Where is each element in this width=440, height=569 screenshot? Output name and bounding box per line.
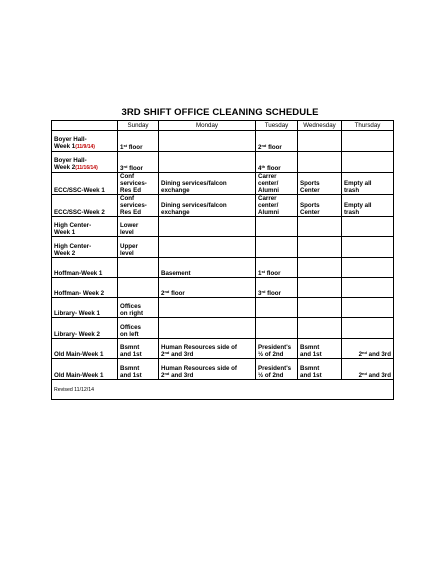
cell-wednesday	[298, 152, 342, 173]
cell-sunday: Lower level	[118, 217, 159, 237]
cell-sunday: Bsmnt and 1st	[118, 359, 159, 380]
cell-thursday: 2nd and 3rd	[342, 339, 394, 359]
cell-wednesday	[298, 298, 342, 318]
cell-wednesday: Sports Center	[298, 195, 342, 217]
cell-sunday: 1st floor	[118, 131, 159, 152]
row-label: Hoffman- Week 2	[52, 278, 118, 298]
cell-tuesday: 4th floor	[256, 152, 298, 173]
revised-note: Revised 11/12/14	[52, 380, 394, 400]
header-row	[52, 121, 394, 131]
cell-wednesday	[298, 258, 342, 278]
cell-tuesday: 2nd floor	[256, 131, 298, 152]
revised-row	[52, 380, 394, 400]
cell-thursday	[342, 152, 394, 173]
column-header-wednesday: Wednesday	[298, 121, 342, 131]
row-label: Boyer Hall- Week 2(11/16/14)	[52, 152, 118, 173]
cell-sunday	[118, 278, 159, 298]
cell-sunday: Upper level	[118, 237, 159, 258]
cell-wednesday	[298, 278, 342, 298]
table-row	[52, 298, 394, 318]
table-row	[52, 258, 394, 278]
cell-sunday: Conf services- Res Ed	[118, 173, 159, 195]
column-header-sunday: Sunday	[118, 121, 159, 131]
row-label: Library- Week 1	[52, 298, 118, 318]
cell-tuesday: 1st floor	[256, 258, 298, 278]
row-label: Library- Week 2	[52, 318, 118, 339]
cell-wednesday	[298, 237, 342, 258]
cell-wednesday: Bsmnt and 1st	[298, 339, 342, 359]
cell-thursday	[342, 318, 394, 339]
cell-tuesday: President's ½ of 2nd	[256, 339, 298, 359]
cell-thursday	[342, 217, 394, 237]
column-header	[52, 121, 118, 131]
cell-thursday	[342, 278, 394, 298]
cell-monday	[159, 217, 256, 237]
cell-thursday	[342, 237, 394, 258]
cell-thursday: Empty all trash	[342, 195, 394, 217]
cell-monday: Basement	[159, 258, 256, 278]
cell-monday: Dining services/falcon exchange	[159, 173, 256, 195]
table-row	[52, 195, 394, 217]
cell-sunday	[118, 258, 159, 278]
table-row	[52, 217, 394, 237]
table-row	[52, 173, 394, 195]
cell-monday: Human Resources side of 2nd and 3rd	[159, 359, 256, 380]
cell-sunday: Offices on left	[118, 318, 159, 339]
cell-sunday: 3rd floor	[118, 152, 159, 173]
cell-monday: Dining services/falcon exchange	[159, 195, 256, 217]
cell-monday	[159, 318, 256, 339]
table-row	[52, 339, 394, 359]
table-row	[52, 359, 394, 380]
cell-wednesday: Bsmnt and 1st	[298, 359, 342, 380]
row-date: (11/9/14)	[75, 144, 95, 150]
page-title: 3RD SHIFT OFFICE CLEANING SCHEDULE	[121, 107, 319, 118]
cell-tuesday: 3rd floor	[256, 278, 298, 298]
table-row	[52, 152, 394, 173]
table-row	[52, 278, 394, 298]
table-row	[52, 237, 394, 258]
column-header-monday: Monday	[159, 121, 256, 131]
table-row	[52, 131, 394, 152]
cell-thursday: Empty all trash	[342, 173, 394, 195]
cell-wednesday	[298, 318, 342, 339]
cell-monday: 2nd floor	[159, 278, 256, 298]
cell-tuesday	[256, 237, 298, 258]
row-label: Old Main-Week 1	[52, 359, 118, 380]
cell-sunday: Offices on right	[118, 298, 159, 318]
cell-thursday: 2nd and 3rd	[342, 359, 394, 380]
cell-sunday: Bsmnt and 1st	[118, 339, 159, 359]
cell-tuesday: Carrer center/ Alumni	[256, 173, 298, 195]
row-date: (11/16/14)	[75, 165, 98, 171]
cell-wednesday	[298, 217, 342, 237]
row-label: Boyer Hall- Week 1(11/9/14)	[52, 131, 118, 152]
row-label: ECC/SSC-Week 1	[52, 173, 118, 195]
cell-tuesday	[256, 298, 298, 318]
row-label: Hoffman-Week 1	[52, 258, 118, 278]
cell-monday: Human Resources side of 2nd and 3rd	[159, 339, 256, 359]
row-label: High Center- Week 1	[52, 217, 118, 237]
cell-thursday	[342, 298, 394, 318]
column-header-thursday: Thursday	[342, 121, 394, 131]
cell-monday	[159, 152, 256, 173]
cell-tuesday	[256, 318, 298, 339]
row-label: Old Main-Week 1	[52, 339, 118, 359]
cell-thursday	[342, 258, 394, 278]
schedule-table	[51, 120, 394, 400]
cell-sunday: Conf services- Res Ed	[118, 195, 159, 217]
row-label: High Center- Week 2	[52, 237, 118, 258]
row-label: ECC/SSC-Week 2	[52, 195, 118, 217]
cell-monday	[159, 237, 256, 258]
cell-monday	[159, 298, 256, 318]
cell-monday	[159, 131, 256, 152]
table-row	[52, 318, 394, 339]
column-header-tuesday: Tuesday	[256, 121, 298, 131]
cell-thursday	[342, 131, 394, 152]
cell-wednesday	[298, 131, 342, 152]
cell-wednesday: Sports Center	[298, 173, 342, 195]
cell-tuesday	[256, 217, 298, 237]
cell-tuesday: President's ½ of 2nd	[256, 359, 298, 380]
cell-tuesday: Carrer center/ Alumni	[256, 195, 298, 217]
